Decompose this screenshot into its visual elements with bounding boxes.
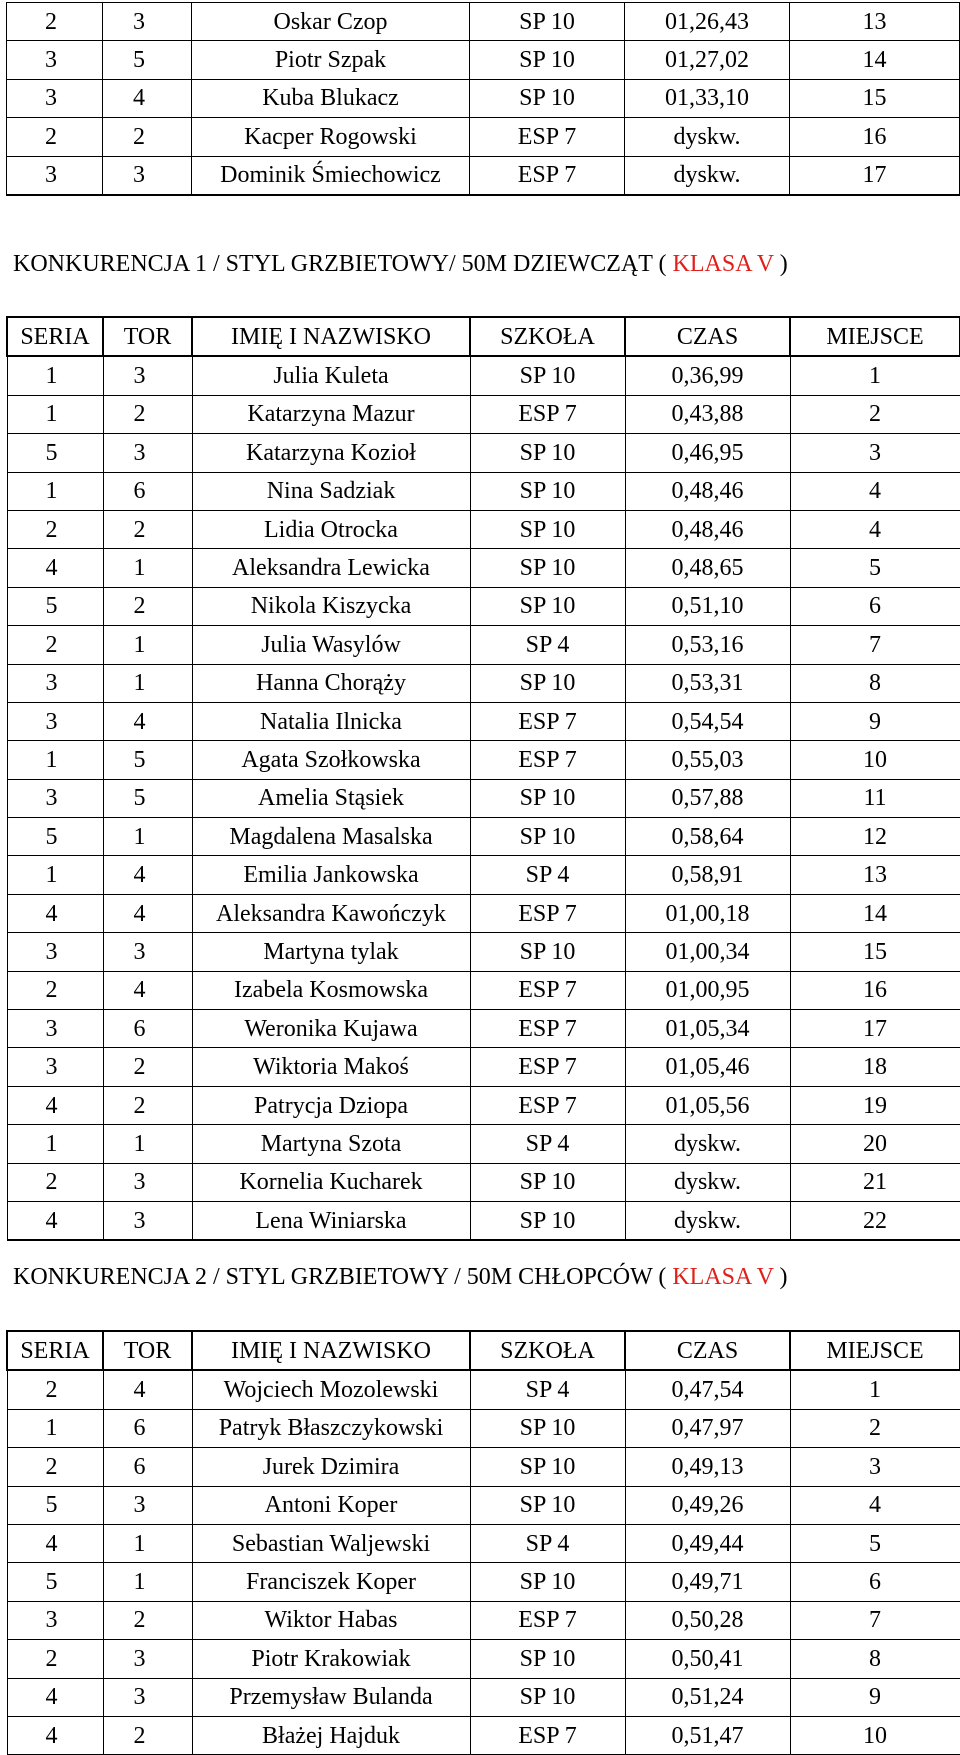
cell-school: SP 10: [470, 1563, 625, 1601]
cell-time: 01,05,46: [625, 1048, 790, 1086]
table-row: [7, 79, 960, 117]
table-row: [7, 741, 960, 779]
cell-tor: 1: [103, 1524, 192, 1562]
cell-school: SP 10: [470, 1201, 625, 1240]
cell-name: Przemysław Bulanda: [192, 1678, 470, 1716]
cell-school: SP 10: [470, 1486, 625, 1524]
cell-tor: 4: [103, 856, 192, 894]
cell-name: Weronika Kujawa: [192, 1010, 470, 1048]
cell-name: Katarzyna Kozioł: [192, 434, 470, 472]
table-header: [7, 317, 960, 356]
cell-seria: 2: [7, 1640, 103, 1678]
cell-seria: 2: [7, 1163, 103, 1201]
section-title-text: KONKURENCJA 1 / STYL GRZBIETOWY/ 50M DZIEWCZĄT (: [13, 251, 667, 277]
cell-tor: 4: [103, 702, 192, 740]
table-row: [7, 1201, 960, 1240]
cell-seria: 4: [7, 549, 103, 587]
cell-seria: 2: [7, 1370, 103, 1409]
table-row: [7, 1086, 960, 1124]
cell-school: SP 4: [470, 1524, 625, 1562]
table-row: [7, 664, 960, 702]
cell-school: SP 10: [470, 472, 625, 510]
cell-name: Martyna Szota: [192, 1125, 470, 1163]
cell-school: SP 10: [470, 356, 625, 395]
cell-tor: 3: [103, 3, 192, 41]
section-title-text: KONKURENCJA 2 / STYL GRZBIETOWY / 50M CHŁOPCÓW (: [13, 1264, 667, 1290]
cell-tor: 2: [103, 1716, 192, 1754]
class-label: KLASA V: [672, 1264, 774, 1290]
cell-place: 1: [790, 356, 960, 395]
cell-name: Wojciech Mozolewski: [192, 1370, 470, 1409]
cell-school: SP 10: [470, 1163, 625, 1201]
col-place: MIEJSCE: [790, 317, 960, 356]
cell-time: 0,53,16: [625, 626, 790, 664]
col-tor: TOR: [103, 1331, 192, 1370]
table-row: [7, 1409, 960, 1447]
table-row: [7, 118, 960, 156]
cell-seria: 5: [7, 587, 103, 625]
table-row: [7, 626, 960, 664]
table-row: [7, 818, 960, 856]
cell-tor: 3: [103, 1678, 192, 1716]
cell-school: ESP 7: [470, 741, 625, 779]
cell-time: dyskw.: [625, 156, 790, 195]
cell-place: 4: [790, 472, 960, 510]
cell-time: 01,05,34: [625, 1010, 790, 1048]
cell-school: ESP 7: [470, 971, 625, 1009]
cell-place: 4: [790, 510, 960, 548]
cell-time: 0,47,97: [625, 1409, 790, 1447]
cell-time: 0,46,95: [625, 434, 790, 472]
cell-seria: 3: [7, 156, 103, 195]
cell-school: SP 10: [470, 818, 625, 856]
cell-school: SP 4: [470, 626, 625, 664]
cell-time: 0,51,10: [625, 587, 790, 625]
table-row: [7, 1601, 960, 1639]
cell-school: SP 10: [470, 1409, 625, 1447]
cell-name: Kornelia Kucharek: [192, 1163, 470, 1201]
col-name: IMIĘ I NAZWISKO: [192, 317, 470, 356]
cell-school: ESP 7: [470, 894, 625, 932]
cell-tor: 2: [103, 118, 192, 156]
col-tor: TOR: [103, 317, 192, 356]
cell-tor: 1: [103, 549, 192, 587]
cell-time: 0,36,99: [625, 356, 790, 395]
cell-name: Magdalena Masalska: [192, 818, 470, 856]
table-row: [7, 702, 960, 740]
col-seria: SERIA: [7, 317, 103, 356]
cell-time: 0,47,54: [625, 1370, 790, 1409]
cell-seria: 1: [7, 356, 103, 395]
cell-seria: 3: [7, 702, 103, 740]
cell-seria: 4: [7, 1524, 103, 1562]
cell-seria: 4: [7, 1086, 103, 1124]
cell-time: dyskw.: [625, 1201, 790, 1240]
cell-place: 14: [790, 41, 960, 79]
results-table-girls: [6, 316, 960, 1241]
cell-seria: 2: [7, 971, 103, 1009]
cell-name: Sebastian Waljewski: [192, 1524, 470, 1562]
cell-tor: 6: [103, 1010, 192, 1048]
cell-seria: 3: [7, 779, 103, 817]
cell-tor: 1: [103, 1125, 192, 1163]
cell-tor: 3: [103, 1640, 192, 1678]
col-school: SZKOŁA: [470, 317, 625, 356]
cell-time: 0,51,24: [625, 1678, 790, 1716]
cell-seria: 5: [7, 818, 103, 856]
cell-tor: 4: [103, 971, 192, 1009]
cell-school: SP 10: [470, 41, 625, 79]
cell-tor: 3: [103, 434, 192, 472]
cell-name: Jurek Dzimira: [192, 1448, 470, 1486]
cell-name: Izabela Kosmowska: [192, 971, 470, 1009]
cell-tor: 5: [103, 41, 192, 79]
table-row: [7, 1125, 960, 1163]
table-row: [7, 3, 960, 41]
cell-time: 0,48,46: [625, 510, 790, 548]
cell-name: Piotr Szpak: [192, 41, 470, 79]
cell-place: 15: [790, 933, 960, 971]
cell-tor: 3: [103, 1201, 192, 1240]
table-row: [7, 1678, 960, 1716]
cell-place: 6: [790, 1563, 960, 1601]
cell-name: Wiktor Habas: [192, 1601, 470, 1639]
cell-school: ESP 7: [470, 1010, 625, 1048]
cell-name: Agata Szołkowska: [192, 741, 470, 779]
cell-school: SP 10: [470, 1448, 625, 1486]
section-title-end: ): [779, 251, 788, 277]
cell-place: 18: [790, 1048, 960, 1086]
cell-place: 13: [790, 3, 960, 41]
cell-seria: 3: [7, 1601, 103, 1639]
cell-tor: 3: [103, 156, 192, 195]
cell-tor: 6: [103, 1409, 192, 1447]
cell-place: 2: [790, 395, 960, 433]
cell-place: 7: [790, 626, 960, 664]
cell-tor: 2: [103, 1601, 192, 1639]
cell-time: 0,55,03: [625, 741, 790, 779]
cell-name: Aleksandra Lewicka: [192, 549, 470, 587]
cell-tor: 6: [103, 1448, 192, 1486]
cell-name: Julia Kuleta: [192, 356, 470, 395]
cell-seria: 2: [7, 626, 103, 664]
results-table-body: [7, 1370, 960, 1754]
cell-time: 0,48,46: [625, 472, 790, 510]
cell-seria: 4: [7, 1678, 103, 1716]
cell-tor: 4: [103, 1370, 192, 1409]
cell-place: 3: [790, 434, 960, 472]
cell-place: 10: [790, 1716, 960, 1754]
cell-place: 8: [790, 664, 960, 702]
cell-school: ESP 7: [470, 1086, 625, 1124]
cell-seria: 1: [7, 741, 103, 779]
cell-place: 22: [790, 1201, 960, 1240]
cell-school: SP 4: [470, 856, 625, 894]
cell-tor: 6: [103, 472, 192, 510]
cell-place: 1: [790, 1370, 960, 1409]
cell-time: 0,50,28: [625, 1601, 790, 1639]
results-table-body: [7, 3, 960, 195]
cell-name: Kuba Blukacz: [192, 79, 470, 117]
cell-school: ESP 7: [470, 1601, 625, 1639]
table-row: [7, 894, 960, 932]
table-row: [7, 1563, 960, 1601]
cell-seria: 3: [7, 664, 103, 702]
cell-seria: 2: [7, 1448, 103, 1486]
cell-time: dyskw.: [625, 1125, 790, 1163]
table-row: [7, 1716, 960, 1754]
cell-school: ESP 7: [470, 702, 625, 740]
cell-tor: 2: [103, 587, 192, 625]
cell-seria: 5: [7, 434, 103, 472]
table-row: [7, 510, 960, 548]
cell-school: SP 10: [470, 587, 625, 625]
cell-tor: 2: [103, 510, 192, 548]
cell-tor: 2: [103, 1048, 192, 1086]
cell-place: 15: [790, 79, 960, 117]
cell-name: Katarzyna Mazur: [192, 395, 470, 433]
cell-seria: 2: [7, 3, 103, 41]
cell-school: SP 10: [470, 79, 625, 117]
col-time: CZAS: [625, 1331, 790, 1370]
cell-school: SP 10: [470, 933, 625, 971]
cell-name: Kacper Rogowski: [192, 118, 470, 156]
cell-place: 17: [790, 1010, 960, 1048]
table-row: [7, 434, 960, 472]
cell-time: 0,43,88: [625, 395, 790, 433]
cell-tor: 3: [103, 1486, 192, 1524]
table-row: [7, 856, 960, 894]
cell-school: SP 10: [470, 664, 625, 702]
cell-seria: 3: [7, 1010, 103, 1048]
col-time: CZAS: [625, 317, 790, 356]
cell-place: 19: [790, 1086, 960, 1124]
cell-tor: 3: [103, 356, 192, 395]
table-row: [7, 779, 960, 817]
results-table-boys: [6, 1330, 960, 1755]
col-name: IMIĘ I NAZWISKO: [192, 1331, 470, 1370]
cell-time: 01,33,10: [625, 79, 790, 117]
cell-school: ESP 7: [470, 118, 625, 156]
cell-place: 14: [790, 894, 960, 932]
cell-school: ESP 7: [470, 156, 625, 195]
cell-time: 01,00,95: [625, 971, 790, 1009]
cell-place: 5: [790, 549, 960, 587]
cell-seria: 3: [7, 933, 103, 971]
cell-school: SP 4: [470, 1370, 625, 1409]
cell-tor: 1: [103, 818, 192, 856]
cell-time: 0,49,44: [625, 1524, 790, 1562]
cell-time: 0,51,47: [625, 1716, 790, 1754]
cell-seria: 5: [7, 1563, 103, 1601]
cell-time: 0,49,26: [625, 1486, 790, 1524]
cell-place: 5: [790, 1524, 960, 1562]
table-row: [7, 1010, 960, 1048]
cell-name: Julia Wasylów: [192, 626, 470, 664]
cell-school: ESP 7: [470, 1048, 625, 1086]
cell-place: 3: [790, 1448, 960, 1486]
cell-place: 12: [790, 818, 960, 856]
cell-school: ESP 7: [470, 395, 625, 433]
cell-time: 0,58,64: [625, 818, 790, 856]
cell-tor: 3: [103, 933, 192, 971]
table-row: [7, 1524, 960, 1562]
results-table-previous: [6, 2, 960, 196]
col-place: MIEJSCE: [790, 1331, 960, 1370]
cell-seria: 4: [7, 1716, 103, 1754]
cell-place: 20: [790, 1125, 960, 1163]
cell-name: Antoni Koper: [192, 1486, 470, 1524]
cell-name: Dominik Śmiechowicz: [192, 156, 470, 195]
cell-tor: 5: [103, 779, 192, 817]
cell-place: 7: [790, 1601, 960, 1639]
cell-name: Franciszek Koper: [192, 1563, 470, 1601]
cell-name: Natalia Ilnicka: [192, 702, 470, 740]
cell-name: Nina Sadziak: [192, 472, 470, 510]
cell-school: SP 10: [470, 1678, 625, 1716]
table-row: [7, 1640, 960, 1678]
section-title-girls: [13, 251, 788, 278]
cell-tor: 1: [103, 664, 192, 702]
cell-seria: 4: [7, 894, 103, 932]
table-row: [7, 395, 960, 433]
cell-place: 6: [790, 587, 960, 625]
cell-time: 01,05,56: [625, 1086, 790, 1124]
cell-seria: 5: [7, 1486, 103, 1524]
cell-seria: 3: [7, 41, 103, 79]
cell-time: 0,49,71: [625, 1563, 790, 1601]
cell-place: 10: [790, 741, 960, 779]
cell-time: 0,58,91: [625, 856, 790, 894]
cell-seria: 3: [7, 1048, 103, 1086]
cell-school: SP 10: [470, 510, 625, 548]
cell-place: 9: [790, 1678, 960, 1716]
cell-school: SP 10: [470, 549, 625, 587]
cell-seria: 2: [7, 118, 103, 156]
table-header: [7, 1331, 960, 1370]
cell-time: 01,00,18: [625, 894, 790, 932]
cell-name: Emilia Jankowska: [192, 856, 470, 894]
cell-time: 01,27,02: [625, 41, 790, 79]
cell-place: 2: [790, 1409, 960, 1447]
cell-name: Patryk Błaszczykowski: [192, 1409, 470, 1447]
cell-school: ESP 7: [470, 1716, 625, 1754]
cell-seria: 1: [7, 395, 103, 433]
cell-time: 0,49,13: [625, 1448, 790, 1486]
table-row: [7, 472, 960, 510]
cell-seria: 4: [7, 1201, 103, 1240]
cell-school: SP 10: [470, 434, 625, 472]
col-seria: SERIA: [7, 1331, 103, 1370]
cell-school: SP 10: [470, 779, 625, 817]
cell-name: Nikola Kiszycka: [192, 587, 470, 625]
cell-seria: 1: [7, 856, 103, 894]
cell-time: dyskw.: [625, 118, 790, 156]
cell-tor: 2: [103, 1086, 192, 1124]
cell-school: SP 10: [470, 1640, 625, 1678]
cell-place: 17: [790, 156, 960, 195]
results-table-body: [7, 356, 960, 1240]
cell-name: Lidia Otrocka: [192, 510, 470, 548]
cell-seria: 2: [7, 510, 103, 548]
table-row: [7, 1048, 960, 1086]
table-row: [7, 549, 960, 587]
cell-tor: 2: [103, 395, 192, 433]
cell-place: 21: [790, 1163, 960, 1201]
cell-tor: 4: [103, 894, 192, 932]
cell-place: 8: [790, 1640, 960, 1678]
table-row: [7, 356, 960, 395]
cell-tor: 4: [103, 79, 192, 117]
cell-time: dyskw.: [625, 1163, 790, 1201]
cell-tor: 1: [103, 1563, 192, 1601]
table-row: [7, 1486, 960, 1524]
table-row: [7, 1448, 960, 1486]
cell-name: Amelia Stąsiek: [192, 779, 470, 817]
cell-time: 0,57,88: [625, 779, 790, 817]
cell-place: 11: [790, 779, 960, 817]
cell-seria: 1: [7, 1409, 103, 1447]
table-row: [7, 1370, 960, 1409]
table-row: [7, 1163, 960, 1201]
cell-time: 0,50,41: [625, 1640, 790, 1678]
table-row: [7, 971, 960, 1009]
table-row: [7, 156, 960, 195]
cell-name: Oskar Czop: [192, 3, 470, 41]
cell-time: 0,48,65: [625, 549, 790, 587]
section-title-boys: [13, 1264, 788, 1291]
cell-tor: 3: [103, 1163, 192, 1201]
cell-seria: 1: [7, 472, 103, 510]
table-row: [7, 587, 960, 625]
class-label: KLASA V: [672, 251, 774, 277]
cell-time: 0,54,54: [625, 702, 790, 740]
cell-time: 01,26,43: [625, 3, 790, 41]
cell-name: Hanna Chorąży: [192, 664, 470, 702]
cell-seria: 1: [7, 1125, 103, 1163]
cell-name: Patrycja Dziopa: [192, 1086, 470, 1124]
cell-time: 0,53,31: [625, 664, 790, 702]
cell-place: 13: [790, 856, 960, 894]
cell-place: 16: [790, 118, 960, 156]
cell-name: Wiktoria Makoś: [192, 1048, 470, 1086]
cell-place: 16: [790, 971, 960, 1009]
section-title-end: ): [779, 1264, 788, 1290]
cell-name: Błażej Hajduk: [192, 1716, 470, 1754]
cell-time: 01,00,34: [625, 933, 790, 971]
cell-name: Martyna tylak: [192, 933, 470, 971]
cell-tor: 1: [103, 626, 192, 664]
cell-place: 4: [790, 1486, 960, 1524]
cell-place: 9: [790, 702, 960, 740]
cell-school: SP 10: [470, 3, 625, 41]
cell-seria: 3: [7, 79, 103, 117]
cell-name: Piotr Krakowiak: [192, 1640, 470, 1678]
col-school: SZKOŁA: [470, 1331, 625, 1370]
cell-tor: 5: [103, 741, 192, 779]
cell-name: Lena Winiarska: [192, 1201, 470, 1240]
cell-school: SP 4: [470, 1125, 625, 1163]
table-row: [7, 41, 960, 79]
table-row: [7, 933, 960, 971]
cell-name: Aleksandra Kawończyk: [192, 894, 470, 932]
